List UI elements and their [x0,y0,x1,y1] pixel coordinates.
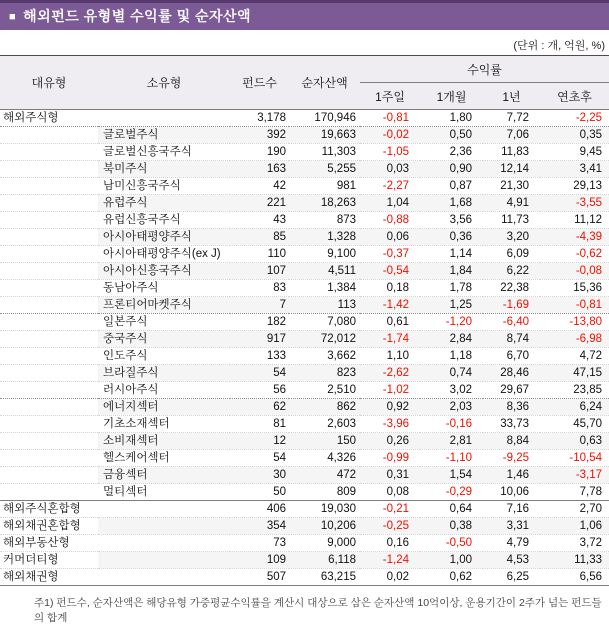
return-1month-cell: 1,54 [420,467,483,484]
net-assets-cell: 72,012 [289,331,360,348]
return-1week-cell: 0,08 [386,486,409,498]
sub-type-cell: 브라질주식 [98,365,230,382]
return-1year-cell: -6,40 [502,316,529,328]
return-1month-cell: 3,02 [449,384,472,396]
table-row [0,297,609,314]
return-1month-cell: 0,36 [420,229,483,246]
return-1year-cell: 28,46 [483,365,540,382]
fund-table [0,55,609,586]
major-type-cell [0,484,98,501]
return-1week-cell: -0,54 [360,263,420,280]
return-1month-cell: 0,87 [449,180,472,192]
return-1year-cell: 6,25 [506,571,529,583]
major-type-cell [0,127,98,144]
return-1year-cell: 6,70 [506,350,529,362]
major-type-cell [0,144,98,161]
major-type-cell: 해외주식형 [3,112,59,124]
major-type-cell: 해외채권형 [3,571,59,583]
col-header-major-type: 대유형 [0,56,98,110]
major-type-cell [0,365,98,382]
return-ytd-cell: 47,15 [540,365,609,382]
return-ytd-cell: 3,41 [540,161,609,178]
return-1week-cell: 1,10 [386,350,409,362]
return-1week-cell: 0,03 [360,161,420,178]
fund-count-cell: 3,178 [257,112,286,124]
major-type-cell [0,280,98,297]
sub-type-cell: 동남아주식 [103,282,159,294]
table-row [0,433,609,450]
major-type-cell: 커머더티형 [0,552,98,569]
return-1month-cell: 1,25 [420,297,483,314]
net-assets-cell: 873 [336,214,356,226]
sub-type-cell [98,501,230,518]
unit-note: (단위 : 개, 억원, %) [513,40,605,52]
major-type-cell [0,229,98,246]
return-1year-cell: 7,72 [506,112,529,124]
return-1month-cell: -0,50 [445,537,472,549]
fund-count-cell: 7 [230,297,289,314]
sub-type-cell: 중국주식 [98,331,230,348]
fund-count-cell: 354 [230,518,289,535]
return-1month-cell: 2,84 [420,331,483,348]
col-header-1week: 1주일 [360,83,420,110]
sub-type-cell [98,535,230,552]
return-1year-cell: 3,31 [483,518,540,535]
fund-count-cell: 54 [273,452,286,464]
fund-count-cell: 917 [230,331,289,348]
table-row [0,263,609,280]
sub-type-cell [98,110,230,127]
sub-type-cell: 러시아주식 [103,384,159,396]
return-1week-cell: -1,05 [382,146,409,158]
return-1week-cell: 0,61 [386,316,409,328]
fund-count-cell: 56 [273,384,286,396]
major-type-cell [0,212,98,229]
return-1year-cell: 11,83 [501,146,529,158]
return-1week-cell: -1,74 [360,331,420,348]
fund-count-cell: 392 [230,127,289,144]
return-1year-cell: 29,67 [500,384,529,396]
fund-count-cell: 54 [230,365,289,382]
fund-count-cell: 221 [230,195,289,212]
return-ytd-cell: 29,13 [573,180,603,192]
return-1week-cell: -2,27 [382,180,409,192]
return-1week-cell: -3,96 [382,418,409,430]
table-row [0,552,609,569]
return-ytd-cell: 45,70 [573,418,603,430]
sub-type-cell [98,552,230,569]
sub-type-cell: 소비재섹터 [98,433,230,450]
return-ytd-cell: 2,70 [579,503,603,515]
return-1week-cell: -0,02 [360,127,420,144]
return-ytd-cell: 9,45 [579,146,603,158]
return-1month-cell: 0,38 [420,518,483,535]
net-assets-cell: 9,100 [327,248,356,260]
major-type-cell [0,416,98,433]
return-1month-cell: 1,14 [449,248,472,260]
return-1year-cell: 11,73 [501,214,529,226]
fund-count-cell: 83 [273,282,286,294]
fund-count-cell: 182 [266,316,286,328]
sub-type-cell: 아시아태평양주식(ex J) [103,248,221,260]
net-assets-cell: 10,206 [289,518,360,535]
major-type-cell: 해외부동산형 [3,537,70,549]
table-row [0,178,609,195]
col-header-fund-count: 펀드수 [230,56,289,110]
net-assets-cell: 1,328 [289,229,360,246]
fund-count-cell: 42 [273,180,286,192]
sub-type-cell: 일본주식 [103,316,148,328]
table-row [0,127,609,144]
sub-type-cell: 글로벌주식 [98,127,230,144]
net-assets-cell: 5,255 [289,161,360,178]
return-1year-cell: 6,22 [483,263,540,280]
fund-count-cell: 109 [230,552,289,569]
fund-count-cell: 133 [266,350,286,362]
return-1month-cell: -1,10 [445,452,472,464]
return-1week-cell: 0,92 [360,399,420,416]
return-1year-cell: 22,38 [500,282,529,294]
return-1week-cell: 0,18 [386,282,409,294]
table-row [0,144,609,161]
return-1year-cell: 8,84 [483,433,540,450]
table-row [0,382,609,399]
footnote: 주1) 펀드수, 순자산액은 해당유형 가중평균수익률을 계산시 대상으로 삼은 순자산액 10억이상, 운용기간이 2주가 넘는 펀드들의 합계 [34,597,602,624]
major-type-cell [0,331,98,348]
net-assets-cell: 981 [336,180,356,192]
return-1week-cell: 0,31 [360,467,420,484]
return-1month-cell: 1,00 [420,552,483,569]
return-1week-cell: 0,26 [360,433,420,450]
return-1month-cell: 0,64 [449,503,472,515]
fund-count-cell: 110 [267,248,286,260]
return-1year-cell: 33,73 [500,418,529,430]
return-1month-cell: -1,20 [445,316,472,328]
table-row [0,535,609,552]
return-ytd-cell: 11,12 [574,214,603,226]
fund-count-cell: 406 [266,503,286,515]
major-type-cell [0,178,98,195]
major-type-cell [0,450,98,467]
table-row [0,399,609,416]
table-row [0,212,609,229]
net-assets-cell: 113 [289,297,360,314]
return-ytd-cell: -0,62 [575,248,603,260]
table-row [0,161,609,178]
table-row [0,280,609,297]
col-header-sub-type: 소유형 [98,56,230,110]
return-ytd-cell: 6,24 [540,399,609,416]
return-1year-cell: 3,20 [483,229,540,246]
table-row [0,246,609,263]
return-1year-cell: 12,14 [483,161,540,178]
page-title: 해외펀드 유형별 수익률 및 순자산액 [23,8,252,24]
return-1week-cell: 0,02 [386,571,409,583]
net-assets-cell: 19,030 [320,503,356,515]
table-row [0,569,609,586]
sub-type-cell: 기초소재섹터 [103,418,170,430]
sub-type-cell: 북미주식 [98,161,230,178]
return-ytd-cell: 7,78 [579,486,603,498]
col-header-1month: 1개월 [420,83,483,110]
major-type-cell [0,399,98,416]
return-ytd-cell: 3,72 [579,537,603,549]
table-row [0,501,609,518]
return-1year-cell: 10,06 [500,486,529,498]
return-1month-cell: 1,18 [449,350,472,362]
sub-type-cell: 프론티어마켓주식 [98,297,230,314]
return-1week-cell: -0,21 [382,503,409,515]
net-assets-cell: 2,510 [327,384,356,396]
return-ytd-cell: -13,80 [569,316,603,328]
net-assets-cell: 170,946 [314,112,356,124]
net-assets-cell: 19,663 [289,127,360,144]
fund-count-cell: 107 [230,263,289,280]
return-1month-cell: 1,80 [449,112,472,124]
net-assets-cell: 6,118 [289,552,360,569]
return-ytd-cell: -0,81 [540,297,609,314]
return-ytd-cell: 0,63 [540,433,609,450]
return-1week-cell: -1,02 [382,384,409,396]
return-1week-cell: -1,24 [360,552,420,569]
return-1year-cell: 4,79 [506,537,529,549]
fund-count-cell: 163 [230,161,289,178]
net-assets-cell: 809 [336,486,356,498]
net-assets-cell: 18,263 [289,195,360,212]
table-body [0,110,609,586]
return-ytd-cell: 15,36 [573,282,603,294]
major-type-cell [0,348,98,365]
major-type-cell [0,246,98,263]
return-ytd-cell: -2,25 [575,112,603,124]
return-1year-cell: 1,46 [483,467,540,484]
net-assets-cell: 1,384 [327,282,356,294]
net-assets-cell: 472 [289,467,360,484]
major-type-cell [0,467,98,484]
return-1week-cell: 1,04 [360,195,420,212]
return-ytd-cell: -0,08 [540,263,609,280]
sub-type-cell: 멀티섹터 [103,486,148,498]
fund-count-cell: 190 [266,146,286,158]
sub-type-cell [98,518,230,535]
sub-type-cell: 아시아신흥국주식 [98,263,230,280]
title-bar [0,0,609,30]
return-1month-cell: 1,68 [420,195,483,212]
return-1month-cell: -0,16 [445,418,472,430]
return-ytd-cell: -3,17 [540,467,609,484]
return-1year-cell: 7,16 [506,503,529,515]
return-1week-cell: -0,81 [382,112,409,124]
sub-type-cell: 헬스케어섹터 [103,452,170,464]
return-1week-cell: -0,25 [360,518,420,535]
table-row [0,110,609,127]
fund-count-cell: 73 [273,537,286,549]
sub-type-cell: 남미신흥국주식 [103,180,181,192]
return-1week-cell: 0,16 [386,537,409,549]
fund-count-cell: 507 [266,571,286,583]
net-assets-cell: 862 [289,399,360,416]
col-header-1year: 1년 [483,83,540,110]
return-ytd-cell: 23,85 [573,384,603,396]
title-square-icon: ■ [9,11,17,23]
table-row [0,450,609,467]
net-assets-cell: 823 [289,365,360,382]
return-1year-cell: 6,09 [506,248,529,260]
return-1week-cell: -0,88 [382,214,409,226]
col-header-returns-group: 수익률 [360,56,609,83]
return-ytd-cell: 6,56 [579,571,603,583]
return-ytd-cell: -6,98 [540,331,609,348]
table-row [0,365,609,382]
fund-count-cell: 81 [273,418,286,430]
net-assets-cell: 4,326 [327,452,356,464]
net-assets-cell: 4,511 [289,263,360,280]
fund-count-cell: 62 [230,399,289,416]
net-assets-cell: 7,080 [327,316,356,328]
return-1month-cell: 0,90 [420,161,483,178]
table-row [0,467,609,484]
table-row [0,416,609,433]
major-type-cell [0,382,98,399]
major-type-cell [0,297,98,314]
return-1year-cell: 8,74 [483,331,540,348]
table-row [0,518,609,535]
sub-type-cell: 금융섹터 [98,467,230,484]
return-1month-cell: 3,56 [449,214,472,226]
major-type-cell: 해외주식혼합형 [3,503,81,515]
net-assets-cell: 11,303 [321,146,356,158]
return-1year-cell: -1,69 [483,297,540,314]
net-assets-cell: 9,000 [327,537,356,549]
sub-type-cell: 유럽신흥국주식 [103,214,181,226]
fund-count-cell: 12 [230,433,289,450]
sub-type-cell [98,569,230,586]
return-ytd-cell: -3,55 [540,195,609,212]
major-type-cell [0,195,98,212]
return-ytd-cell: 1,06 [540,518,609,535]
return-1month-cell: 2,81 [420,433,483,450]
sub-type-cell: 유럽주식 [98,195,230,212]
return-1month-cell: 2,03 [420,399,483,416]
return-1month-cell: 1,78 [449,282,472,294]
return-ytd-cell: 0,35 [540,127,609,144]
net-assets-cell: 63,215 [320,571,356,583]
table-row [0,484,609,501]
sub-type-cell: 인도주식 [103,350,148,362]
return-1week-cell: -0,99 [382,452,409,464]
fund-count-cell: 50 [273,486,286,498]
sub-type-cell: 아시아태평양주식 [98,229,230,246]
return-1month-cell: 1,84 [420,263,483,280]
table-row [0,229,609,246]
sub-type-cell: 글로벌신흥국주식 [103,146,192,158]
return-1year-cell: 8,36 [483,399,540,416]
return-1week-cell: 0,06 [360,229,420,246]
major-type-cell [0,314,98,331]
return-1week-cell: -1,42 [360,297,420,314]
return-ytd-cell: -10,54 [569,452,603,464]
table-row [0,195,609,212]
major-type-cell [0,433,98,450]
fund-count-cell: 43 [273,214,286,226]
major-type-cell [0,161,98,178]
return-ytd-cell: 4,72 [579,350,603,362]
col-header-net-assets: 순자산액 [289,56,360,110]
sub-type-cell: 에너지섹터 [98,399,230,416]
fund-count-cell: 30 [230,467,289,484]
return-1year-cell: 4,91 [483,195,540,212]
return-1year-cell: 4,53 [483,552,540,569]
table-row [0,314,609,331]
major-type-cell: 해외채권혼합형 [0,518,98,535]
table-row [0,331,609,348]
net-assets-cell: 150 [289,433,360,450]
net-assets-cell: 3,662 [327,350,356,362]
return-1month-cell: 0,62 [449,571,472,583]
table-header [0,56,609,110]
return-1week-cell: -0,37 [382,248,409,260]
col-header-ytd: 연초후 [540,83,609,110]
return-ytd-cell: -4,39 [540,229,609,246]
net-assets-cell: 2,603 [327,418,356,430]
return-1month-cell: 0,50 [420,127,483,144]
return-1year-cell: 21,30 [500,180,529,192]
major-type-cell [0,263,98,280]
fund-count-cell: 85 [230,229,289,246]
return-1month-cell: -0,29 [445,486,472,498]
return-ytd-cell: 11,33 [540,552,609,569]
return-1week-cell: -2,62 [360,365,420,382]
return-1month-cell: 0,74 [420,365,483,382]
return-1year-cell: 7,06 [483,127,540,144]
return-1year-cell: -9,25 [502,452,529,464]
table-row [0,348,609,365]
return-1month-cell: 2,36 [449,146,472,158]
